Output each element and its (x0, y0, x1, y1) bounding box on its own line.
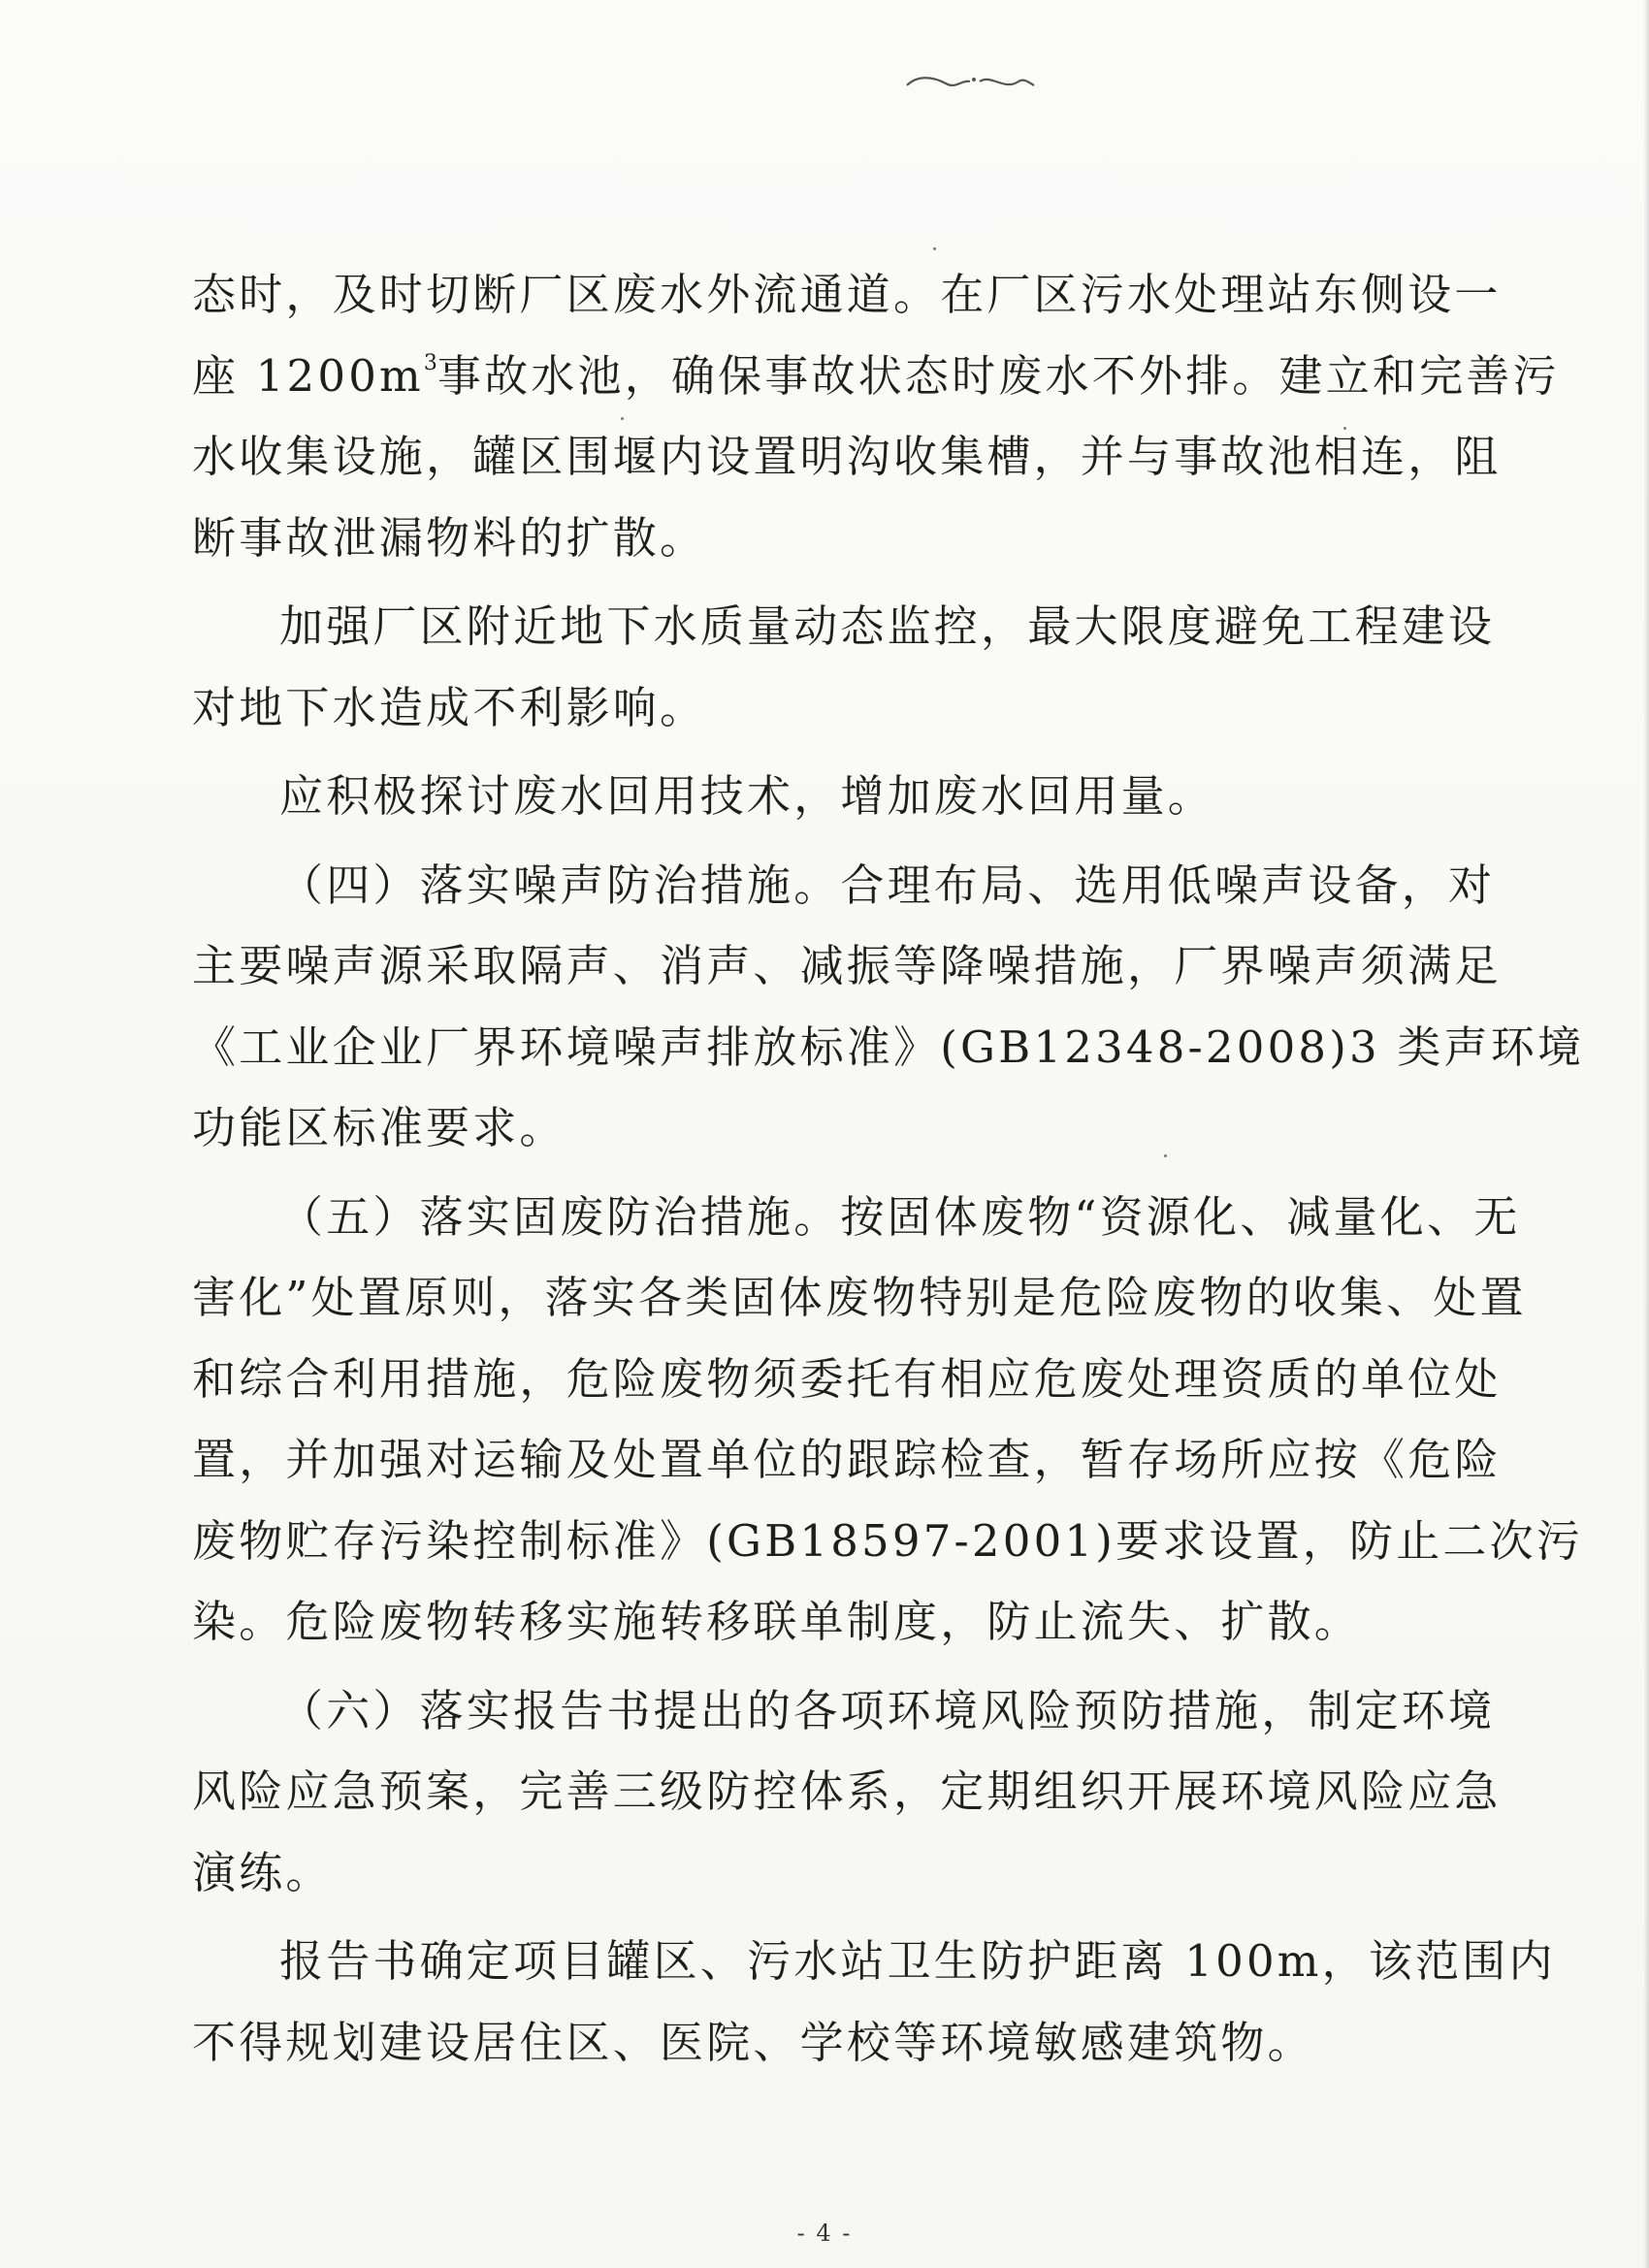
text-line: 不得规划建设居住区、医院、学校等环境敏感建筑物。 (192, 2016, 1314, 2068)
text-line: 断事故泄漏物料的扩散。 (192, 511, 707, 564)
text-segment: 座 1200m (192, 349, 424, 402)
text-line: 风险应急预案，完善三级防控体系，定期组织开展环境风险应急 (192, 1766, 1502, 1817)
text-line: 和综合利用措施，危险废物须委托有相应危废处理资质的单位处 (192, 1352, 1502, 1405)
text-line: 水收集设施，罐区围堰内设置明沟收集槽，并与事故池相连，阻 (192, 431, 1502, 482)
text-line: 应积极探讨废水回用技术，增加废水回用量。 (279, 770, 1215, 822)
paragraph-gap (192, 1663, 1385, 1670)
text-line: 态时，及时切断厂区废水外流通道。在厂区污水处理站东侧设一 (192, 269, 1502, 320)
text-line: 《工业企业厂界环境噪声排放标准》(GB12348-2008)3 类声环境 (192, 1021, 1585, 1073)
text-line: 演练。 (192, 1846, 333, 1898)
text-line (192, 336, 1560, 417)
text-line: （四）落实噪声防治措施。合理布局、选用低噪声设备，对 (279, 859, 1496, 911)
scan-speck (621, 417, 624, 420)
text-line: 置，并加强对运输及处置单位的跟踪检查，暂存场所应按《危险 (192, 1434, 1502, 1485)
scan-speck (1343, 427, 1346, 430)
paragraph-gap (192, 748, 1385, 756)
paragraph-gap (192, 837, 1385, 845)
scan-speck (1164, 1154, 1167, 1157)
text-line: 报告书确定项目罐区、污水站卫生防护距离 100m，该范围内 (279, 1935, 1556, 1987)
text-line: 功能区标准要求。 (192, 1102, 566, 1153)
superscript-unit: 3 (423, 350, 437, 375)
staple-mark-icon (902, 68, 1038, 97)
scan-speck (933, 247, 936, 250)
text-segment: 事故水池，确保事故状态时废水不外排。建立和完善污 (436, 349, 1560, 402)
text-line: 主要噪声源采取隔声、消声、减振等降噪措施，厂界噪声须满足 (192, 940, 1502, 991)
text-line: 染。危险废物转移实施转移联单制度，防止流失、扩散。 (192, 1596, 1362, 1647)
text-line: 加强厂区附近地下水质量动态监控，最大限度避免工程建设 (279, 600, 1496, 652)
text-line: （六）落实报告书提出的各项环境风险预防措施，制定环境 (279, 1684, 1496, 1736)
text-line: （五）落实固废防治措施。按固体废物“资源化、减量化、无 (279, 1190, 1521, 1243)
paragraph-gap (192, 1913, 1385, 1921)
document-body (192, 254, 1585, 2083)
scan-edge (1643, 0, 1649, 2268)
paragraph-gap (192, 1169, 1385, 1177)
text-line: 对地下水造成不利影响。 (192, 681, 707, 733)
text-line: 害化”处置原则，落实各类固体废物特别是危险废物的收集、处置 (192, 1272, 1527, 1323)
paragraph-gap (192, 578, 1385, 586)
page-number: - 4 - (796, 2219, 853, 2247)
text-line: 废物贮存污染控制标准》(GB18597-2001)要求设置，防止二次污 (192, 1514, 1584, 1567)
